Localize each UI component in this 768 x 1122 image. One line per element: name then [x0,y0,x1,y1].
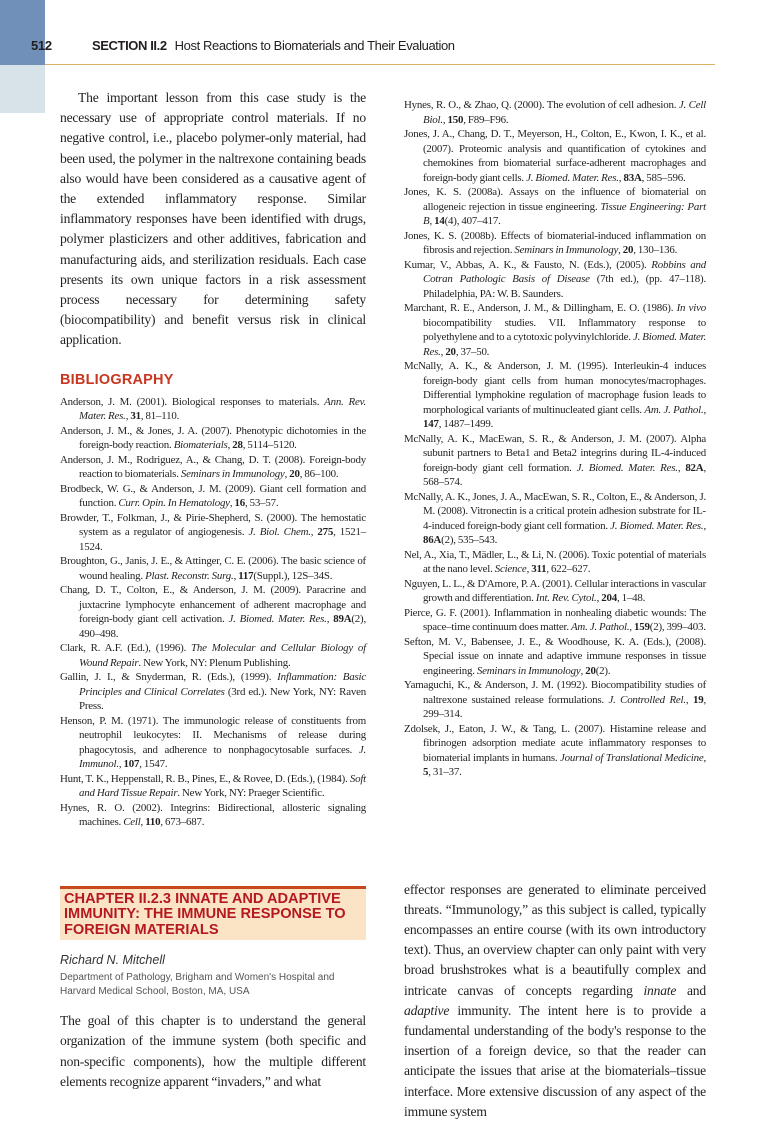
text-run: Broughton, G., Janis, J. E., & Attinger, C. E. (2006). The basic science of wound healing. [60,555,366,582]
italic-text: Plast. Reconstr. Surg. [145,569,234,582]
bold-text: 31 [130,410,141,423]
bold-text: 5 [423,766,429,778]
text-run: Pierce, G. F. (2001). Inflammation in nonhealing diabetic wounds: The space–time continuum does matter. [404,606,706,633]
italic-text: Seminars in Immunology [476,664,581,677]
section-tab-light [0,65,45,113]
reference-entry [404,606,706,635]
text-run: Hynes, R. O., & Zhao, Q. (2000). The evolution of cell adhesion. [404,99,679,111]
chapter-intro-paragraph: The goal of this chapter is to understand the general organization of the immune system (both specific and non-specific components), how the multiple different elements recognize apparent “invaders,” and what [60,1013,366,1089]
author-affiliation: Department of Pathology, Brigham and Women's Hospital and Harvard Medical School, Boston, MA, USA [60,972,335,998]
text-run: , 1487–1499. [438,418,494,430]
bold-text: 89A [333,613,352,626]
reference-entry [404,127,706,185]
italic-text: Inflammation: Basic Principles and Clinical Correlates [79,671,367,698]
text-run: , F89–F96. [463,113,509,126]
text-run: , 37–50. [455,345,490,358]
text-run: Chang, D. T., Colton, E., & Anderson, J. M. (2009). Paracrine and juxtacrine lymphocyte enhancement of adherent macrophage and foreign-body giant cell activation. [60,584,366,626]
bold-text: 150 [447,113,464,126]
italic-text: J. Cell Biol. [423,99,706,126]
text-run: Jones, K. S. (2008a). Assays on the influence of biomaterial on allogeneic rejection in tissue engineering. [404,186,706,213]
italic-text: Int. Rev. Cytol. [535,592,597,604]
reference-entry [60,583,366,641]
reference-entry [404,678,706,722]
bold-text: 20 [289,468,300,481]
text-run: immunity. The intent here is to provide a fundamental understanding of the body's response to the insertion of a foreign device, so that the reader can anticipate the issues that arise at the biomaterials–tissue interface. More extensive discussion of any aspect of the immune system [404,1002,706,1119]
text-run: , [580,664,586,677]
text-run: (Suppl.), 12S–34S. [253,569,333,582]
chapter-author: Richard N. Mitchell [60,953,165,968]
reference-entry [404,359,706,432]
reference-entry [60,554,366,583]
text-run: , [326,613,334,626]
text-run: Brodbeck, W. G., & Anderson, J. M. (2009). Giant cell formation and function. [60,482,366,510]
bold-text: 28 [232,439,243,452]
reference-entry [60,772,366,801]
text-run: , 1–48. [617,592,646,604]
text-run: , [229,497,235,510]
text-run: , [118,758,124,771]
italic-text: The Molecular and Cellular Biology of Wound Repair [79,642,366,669]
text-run: Anderson, J. M. (2001). Biological responses to materials. [60,395,325,408]
text-run: , [140,816,146,829]
text-run: , [677,461,686,474]
text-run: , [703,403,706,416]
bold-text: 16 [234,497,245,510]
text-run: , [440,345,446,358]
text-run: McNally, A. K., & Anderson, J. M. (1995). Interleukin-4 induces foreign-body giant cells from human monocytes/macrophages. Differential lymphokine regulation of macrophage fusion leads to morphological variants of multinucleated giant cells. [404,360,706,416]
text-run: , [310,526,318,539]
text-run: , 130–136. [633,244,678,256]
reference-entry [60,641,366,670]
bibliography-right [404,98,706,780]
italic-text: Seminars in Immunology [514,244,619,256]
chapter-title: CHAPTER II.2.3 INNATE AND ADAPTIVE IMMUNITY: THE IMMUNE RESPONSE TO FOREIGN MATERIALS [60,886,366,941]
text-run: Hynes, R. O. (2002). Integrins: Bidirectional, allosteric signaling machines. [60,801,366,829]
text-run: Anderson, J. M., Rodriguez, A., & Chang, D. T. (2008). Foreign-body reaction to biomaterials. [60,453,366,481]
text-run: , 5114–5120. [242,439,297,452]
bold-text: 311 [531,563,547,575]
text-run: , [618,171,624,184]
text-run: (3rd ed.). New York, NY: Raven Press. [79,685,366,713]
reference-entry [404,548,706,577]
text-run: Zdolsek, J., Eaton, J. W., & Tang, L. (2007). Histamine release and fibrinogen adsorption mediate acute inflammatory responses to biomaterial implants in humans. [404,722,706,764]
bold-text: 147 [423,418,439,430]
italic-text: Curr. Opin. In Hematology [118,497,230,510]
bold-text: 83A [623,171,642,184]
two-column-body [60,0,768,1122]
text-run: McNally, A. K., Jones, J. A., MacEwan, S. R., Colton, E., & Anderson, J. M. (2008). Vitronectin is a critical protein adhesion substrate for IL-4-induced foreign-body giant cell formation. [404,490,706,532]
italic-text: Biomaterials [173,439,228,452]
italic-text: Soft and Hard Tissue Repair [79,772,366,800]
italic-text: Journal of Translational Medicine [560,751,704,764]
text-run: . New York, NY: Plenum Publishing. [138,656,291,669]
italic-text: J. Biomed. Mater. Res. [228,613,327,626]
reference-entry [60,511,366,555]
text-run: (2). [595,664,611,677]
text-run: (4), 407–417. [444,215,501,227]
italic-text: Cell [123,816,141,829]
italic-text: J. Controlled Rel. [608,693,686,706]
text-run: , [526,563,532,575]
text-run: Hunt, T. K., Heppenstall, R. B., Pines, E., & Rovee, D. (Eds.), (1984). [60,772,350,785]
text-run: Browder, T., Folkman, J., & Pirie-Shepherd, S. (2000). The hemostatic system as a regulator of angiogenesis. [60,511,366,539]
page-number: 512 [31,38,52,53]
italic-text: In vivo [676,302,707,314]
text-run: , [703,751,706,764]
reference-entry [404,301,706,359]
text-run: and [676,982,706,998]
text-run: Henson, P. M. (1971). The immunologic release of constituents from neutrophil leukocytes: II. Mechanisms of release during phagocytosis, and adherence to nonphagocytosable surfaces. [60,714,366,756]
reference-entry [60,801,366,830]
reference-entry [404,258,706,302]
case-study-paragraph: The important lesson from this case study is the necessary use of appropriate control materials. If no negative control, i.e., placebo polymer-only material, had been used, the polymer in the naltrexone containing beads also would have been considered as a causative agent of the extended inflammatory response. Similar inflammatory responses have been identified with drugs, polymer plasticizers and other additives, fabrication and manufacturing aids, and sterilization residuals. Each case presents its own unique factors in a risk assessment process necessary for determining safety (biocompatibility) and benefit versus risk in clinical application. [60,90,366,348]
italic-text: innate [643,982,677,998]
italic-text: J. Biomed. Mater. Res. [576,461,678,474]
bold-text: 14 [434,215,445,227]
italic-text: Am. J. Pathol. [644,403,704,416]
left-column [60,88,366,1092]
section-label: SECTION II.2 [92,38,167,53]
reference-entry [60,482,366,511]
bibliography-left [60,395,366,830]
reference-entry [404,577,706,606]
text-run: Sefton, M. V., Babensee, J. E., & Woodhouse, K. A. (Eds.), (2008). Special issue on innate and adaptive immune responses in tissue engineering. [404,635,706,677]
section-tab [0,0,45,65]
text-run: , [596,592,602,604]
bibliography-heading: BIBLIOGRAPHY [60,371,174,388]
bold-text: 20 [622,244,634,256]
italic-text: Tissue Engineering: Part B [423,200,706,227]
text-run: , 585–596. [641,171,686,184]
text-run: , 673–687. [160,816,205,829]
text-run: Nguyen, L. L., & D'Amore, P. A. (2001). Cellular interactions in vascular growth and differentiation. [404,577,706,604]
bold-text: 86A [423,534,442,546]
reference-entry [60,424,366,453]
bold-text: 107 [123,758,140,771]
text-run: (2), 490–498. [79,613,366,640]
italic-text: J. Biomed. Mater. Res. [526,171,619,184]
reference-entry [60,714,366,772]
text-run: Kumar, V., Abbas, A. K., & Fausto, N. (Eds.), (2005). [404,258,652,271]
text-run: Anderson, J. M., & Jones, J. A. (2007). Phenotypic dichotomies in the foreign-body reaction. [60,424,366,452]
text-run: Nel, A., Xia, T., Mädler, L., & Li, N. (2006). Toxic potential of materials at the nano level. [404,548,706,575]
reference-entry [404,635,706,679]
text-run: , 81–110. [140,410,180,423]
text-run: , 53–57. [244,497,279,510]
text-run: Clark, R. A.F. (Ed.), (1996). [60,642,192,655]
reference-entry [60,670,366,714]
italic-text: Ann. Rev. Mater. Res. [79,395,366,423]
italic-text: adaptive [404,1002,450,1018]
text-run: , 1547. [139,758,168,771]
chapter-intro-continued [404,880,706,1122]
text-run: , [227,439,233,452]
bold-text: 82A [685,461,704,474]
bold-text: 19 [692,693,704,706]
bold-text: 20 [585,664,596,677]
text-run: , 568–574. [423,461,706,488]
text-run: , 622–627. [546,563,591,575]
text-run: Gallin, J. I., & Snyderman, R. (Eds.), (1999). [60,671,278,684]
italic-text: J. Biomed. Mater. Res. [610,519,704,532]
italic-text: Science [494,563,527,575]
text-run: , 86–100. [299,468,339,481]
reference-entry [404,229,706,258]
right-column [404,88,706,1122]
text-run: , [284,468,290,481]
text-run: , [629,621,635,633]
section-title: Host Reactions to Biomaterials and Their Evaluation [174,38,455,53]
bold-text: 117 [238,569,254,582]
bold-text: 159 [634,621,650,633]
text-run: biocompatibility studies. VII. Inflammatory response to polyethylene and to a cytotoxic polyvinylchloride. [423,316,706,343]
text-run: , 1521–1524. [79,526,367,553]
italic-text: J. Immunol. [79,743,366,771]
text-run: . New York, NY: Praeger Scientific. [177,787,325,800]
text-run: , [618,244,623,256]
reference-entry [404,185,706,229]
reference-entry [404,490,706,548]
text-run: , 299–314. [423,693,706,720]
text-run: (2), 399–403. [649,621,706,633]
reference-entry [60,453,366,482]
text-run: Marchant, R. E., Anderson, J. M., & Dillingham, E. O. (1986). [404,302,677,314]
italic-text: Robbins and Cotran Pathologic Basis of Disease [423,258,706,285]
reference-entry [404,722,706,780]
bold-text: 204 [601,592,617,604]
text-run: Jones, J. A., Chang, D. T., Meyerson, H., Colton, E., Kwon, I. K., et al. (2007). Proteomic analysis and quantification of cytokines and chemokines from biomaterial surface-adherent macrophages and foreign-body giant cells. [404,128,706,184]
text-run: Yamaguchi, K., & Anderson, J. M. (1992). Biocompatibility studies of naltrexone sustained release formulations. [404,679,706,706]
bold-text: 275 [317,526,334,539]
reference-entry [60,395,366,424]
italic-text: J. Biomed. Mater. Res. [423,331,706,358]
text-run: , 31–37. [428,766,462,778]
italic-text: Am. J. Pathol. [570,621,630,633]
text-run: , [429,215,435,227]
reference-entry [404,98,706,127]
text-run: (2), 535–543. [441,534,498,546]
text-run: , [125,410,131,423]
reference-entry [404,432,706,490]
text-run: , [233,569,239,582]
italic-text: J. Biol. Chem. [248,526,311,539]
text-run: effector responses are generated to eliminate perceived threats. “Immunology,” as this subject is called, typically encompasses an entire course (with its own introductory text). Thus, an overview chapter can only paint with very broad brushstrokes what is a beautifully complex and intricate canvas of concepts regarding [404,881,706,998]
bold-text: 110 [145,816,161,829]
italic-text: Seminars in Immunology [180,468,285,481]
text-run: (7th ed.), (pp. 47–118). Philadelphia, PA: W. B. Saunders. [423,273,706,300]
text-run: , [703,519,706,532]
text-run: , [442,113,448,126]
text-run: McNally, A. K., MacEwan, S. R., & Anderson, J. M. (2007). Alpha subunit partners to Beta1 and Beta2 integrins during IL-4-induced foreign-body giant cell formation. [404,432,706,474]
bold-text: 20 [445,345,456,358]
text-run: , [685,693,693,706]
text-run: Jones, K. S. (2008b). Effects of biomaterial-induced inflammation on fibrosis and rejection. [404,229,706,256]
